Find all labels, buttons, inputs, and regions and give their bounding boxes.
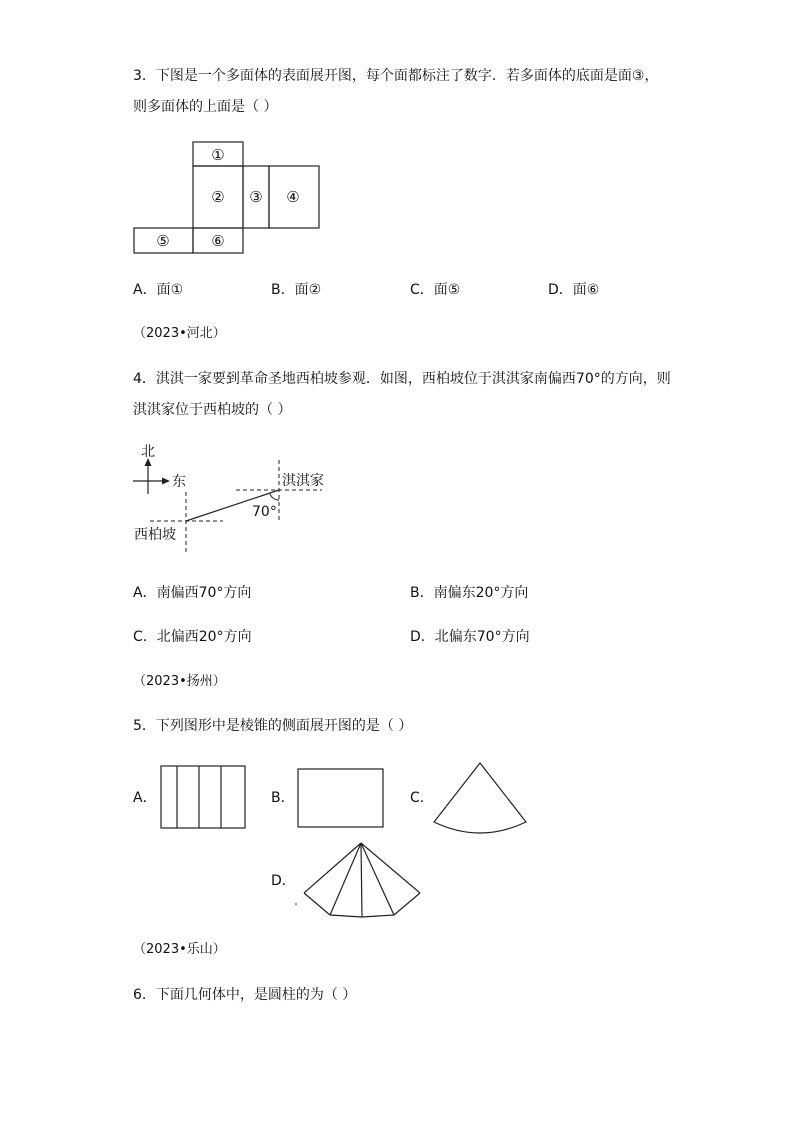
q6-source: （2023•乐山） bbox=[133, 942, 226, 957]
q5-option-c[interactable]: C． bbox=[410, 790, 434, 806]
q5-source: （2023•扬州） bbox=[133, 674, 226, 689]
q3-option-c[interactable]: C．面⑤ bbox=[410, 282, 461, 298]
q3-face-3: ③ bbox=[249, 188, 263, 206]
compass-north-label: 北 bbox=[141, 444, 155, 460]
q3-text-line1: 3．下图是一个多面体的表面展开图，每个面都标注了数字．若多面体的底面是面③， bbox=[133, 68, 659, 84]
q3-option-d[interactable]: D．面⑥ bbox=[548, 282, 600, 298]
q3-face-4: ④ bbox=[286, 188, 300, 206]
q3-face-6: ⑥ bbox=[211, 232, 225, 250]
q4-text-line2: 淇淇家位于西柏坡的（ ） bbox=[133, 402, 292, 418]
q3-text-line2: 则多面体的上面是（ ） bbox=[133, 99, 278, 115]
q4-option-c[interactable]: C．北偏西20°方向 bbox=[133, 629, 252, 645]
q3-face-2: ② bbox=[211, 188, 225, 206]
xibaipo-label: 西柏坡 bbox=[134, 527, 176, 543]
q4-text-line1: 4．淇淇一家要到革命圣地西柏坡参观．如图，西柏坡位于淇淇家南偏西70°的方向，则 bbox=[133, 371, 671, 387]
q4-option-a[interactable]: A．南偏西70°方向 bbox=[133, 585, 252, 601]
q5-option-d[interactable]: D． bbox=[271, 873, 296, 889]
q5-figure-a bbox=[161, 766, 245, 828]
q4-source: （2023•河北） bbox=[133, 326, 226, 341]
compass-east-label: 东 bbox=[172, 474, 186, 490]
q3-option-a[interactable]: A．面① bbox=[133, 282, 184, 298]
q5-figure-c bbox=[434, 763, 526, 833]
q4-option-b[interactable]: B．南偏东20°方向 bbox=[410, 585, 529, 601]
q5-option-a[interactable]: A． bbox=[133, 790, 157, 806]
q5-figure-b bbox=[298, 769, 383, 827]
q5-text-line1: 5．下列图形中是棱锥的侧面展开图的是（ ） bbox=[133, 718, 413, 734]
q5-figure-d bbox=[304, 843, 420, 917]
angle-label: 70° bbox=[252, 504, 277, 520]
home-label: 淇淇家 bbox=[282, 473, 324, 489]
q5-option-b[interactable]: B． bbox=[271, 790, 295, 806]
q4-option-d[interactable]: D．北偏东70°方向 bbox=[410, 629, 530, 645]
q6-text-line1: 6．下面几何体中，是圆柱的为（ ） bbox=[133, 987, 357, 1003]
q3-face-5: ⑤ bbox=[156, 232, 170, 250]
q3-option-b[interactable]: B．面② bbox=[271, 282, 322, 298]
q3-face-1: ① bbox=[211, 146, 225, 164]
